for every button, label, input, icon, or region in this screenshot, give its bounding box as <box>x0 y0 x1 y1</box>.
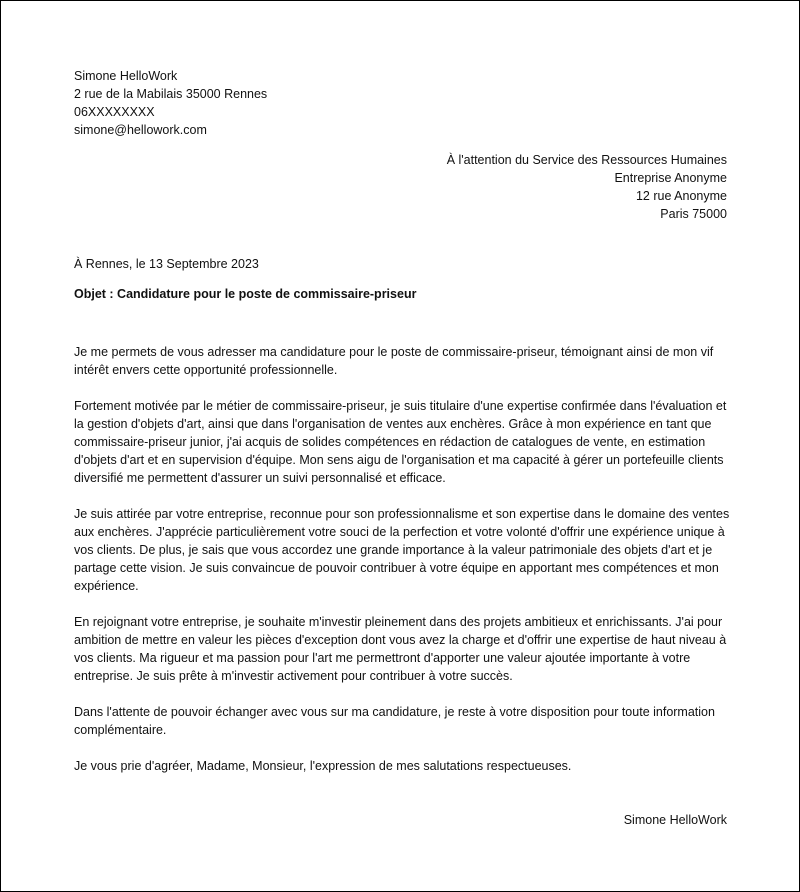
sender-phone: 06XXXXXXXX <box>74 105 155 119</box>
paragraph-experience: Fortement motivée par le métier de commissaire-priseur, je suis titulaire d'une expertise confirmée dans l'évaluation et la gestion d'objets d'art, ainsi que dans l'organisation de ventes aux enchères. Grâce à mon expérience en tant que commissaire-priseur junior, j'ai acquis de solides compétences en rédaction de catalogues de vente, en estimation d'objets d'art et en supervision d'équipe. Mon sens aigu de l'organisation et ma capacité à gérer un portefeuille clients diversifié me permettent d'assurer un suivi personnalisé et efficace. <box>74 399 727 485</box>
letter-date: À Rennes, le 13 Septembre 2023 <box>74 257 259 271</box>
sender-block <box>74 67 267 139</box>
recipient-company: Entreprise Anonyme <box>614 171 727 185</box>
paragraph-closing: Je vous prie d'agréer, Madame, Monsieur, l'expression de mes salutations respectueuses. <box>74 759 572 773</box>
signature: Simone HelloWork <box>623 813 727 827</box>
paragraph-availability: Dans l'attente de pouvoir échanger avec vous sur ma candidature, je reste à votre disposition pour toute information complémentaire. <box>74 705 715 737</box>
sender-email: simone@hellowork.com <box>74 123 207 137</box>
sender-address: 2 rue de la Mabilais 35000 Rennes <box>74 87 268 101</box>
recipient-street: 12 rue Anonyme <box>635 189 727 203</box>
recipient-attention: À l'attention du Service des Ressources Humaines <box>446 153 727 167</box>
recipient-block <box>447 151 727 223</box>
letter-body <box>74 343 734 793</box>
recipient-city: Paris 75000 <box>660 207 727 221</box>
sender-name: Simone HelloWork <box>74 69 178 83</box>
paragraph-ambition: En rejoignant votre entreprise, je souhaite m'investir pleinement dans des projets ambitieux et enrichissants. J'ai pour ambition de mettre en valeur les pièces d'exception dont vous avez la charge et d'offrir une expertise de haut niveau à vos clients. Ma rigueur et ma passion pour l'art me permettront d'apporter une valeur ajoutée importante à votre entreprise. Je suis prête à m'investir activement pour contribuer à votre succès. <box>74 615 727 683</box>
letter-subject: Objet : Candidature pour le poste de commissaire-priseur <box>74 287 417 301</box>
paragraph-intro: Je me permets de vous adresser ma candidature pour le poste de commissaire-priseur, témoignant ainsi de mon vif intérêt envers cette opportunité professionnelle. <box>74 345 714 377</box>
paragraph-company: Je suis attirée par votre entreprise, reconnue pour son professionnalisme et son expertise dans le domaine des ventes aux enchères. J'apprécie particulièrement votre souci de la perfection et votre volonté d'offrir une expérience unique à vos clients. De plus, je sais que vous accordez une grande importance à la valeur patrimoniale des objets d'art et je partage cette vision. Je suis convaincue de pouvoir contribuer à votre équipe en apportant mes compétences et mon expérience. <box>74 507 730 593</box>
